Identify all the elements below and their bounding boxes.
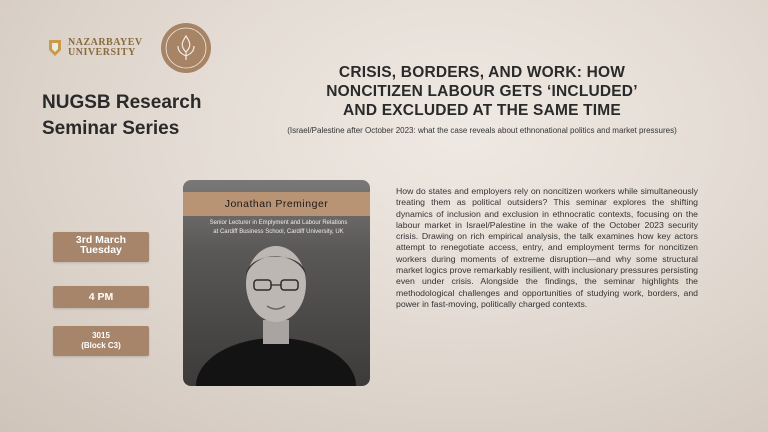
seminar-abstract: How do states and employers rely on noncitizen workers while simultaneously treating them as political outsiders? This seminar explores the shifting dynamics of inclusion and exclusion in ethnocratic contexts, focusing on the labour market in Israel/Palestine in the wake of the October 2023 security crisis. Drawing on rich empirical analysis, the talk examines how key actors attempt to renegotiate access, entry, and employment terms for noncitizen workers during moments of extreme disruption—and why some structural market logics prove remarkably resilient, with inclusionary pressures persisting even under crisis. Alongside the findings, the seminar highlights the methodological challenges and opportunities of studying work, borders, and power in fast-moving, politically charged contexts.	[396, 186, 698, 309]
event-room: 3015	[92, 331, 110, 340]
title-line2: NONCITIZEN LABOUR GETS ‘INCLUDED’	[326, 83, 638, 100]
speaker-role-line2: at Cardiff Business School, Cardiff University, UK	[213, 229, 344, 235]
date-badge	[53, 232, 149, 262]
speaker-card	[183, 180, 370, 386]
event-date: 3rd March	[75, 234, 127, 246]
university-name-line2: UNIVERSITY	[68, 47, 136, 58]
series-line2: Seminar Series	[42, 118, 180, 139]
graduate-school-seal-logo	[160, 22, 212, 74]
title-line1: CRISIS, BORDERS, AND WORK: HOW	[338, 64, 626, 81]
event-day: Tuesday	[80, 244, 122, 256]
nazarbayev-university-logo	[48, 38, 143, 58]
nu-emblem-icon	[48, 39, 62, 57]
seminar-series-heading	[42, 90, 201, 142]
seminar-subtitle: (Israel/Palestine after October 2023: what the case reveals about ethnonational politics and market pressures)	[287, 126, 677, 135]
title-line3: AND EXCLUDED AT THE SAME TIME	[343, 102, 621, 119]
university-name-line1: NAZARBAYEV	[68, 37, 143, 48]
seminar-title	[272, 63, 692, 120]
time-badge: 4 PM	[53, 286, 149, 308]
speaker-portrait	[183, 236, 370, 386]
speaker-name: Jonathan Preminger	[183, 192, 370, 216]
event-block: (Block C3)	[81, 341, 121, 350]
speaker-role	[191, 219, 366, 237]
series-line1: NUGSB Research	[42, 92, 202, 113]
location-badge	[53, 326, 149, 356]
speaker-role-line1: Senior Lecturer in Emplyment and Labour Relations	[209, 220, 348, 226]
university-name	[68, 38, 143, 58]
